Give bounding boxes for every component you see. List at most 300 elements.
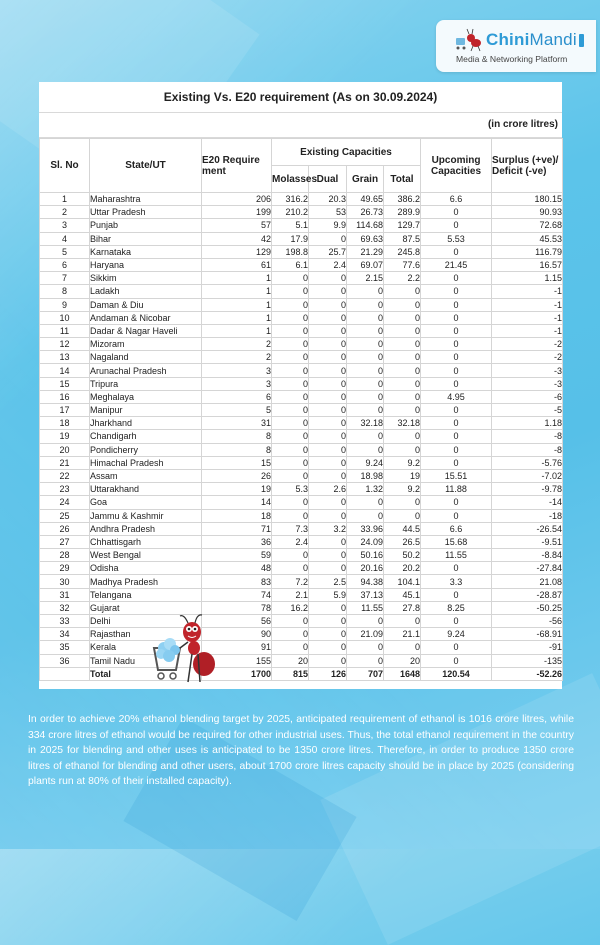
table-row <box>40 443 563 456</box>
cell-surplus-deficit: 180.15 <box>492 193 563 206</box>
cell-sl-no <box>40 667 90 680</box>
cell-sl-no: 31 <box>40 588 90 601</box>
cell-surplus-deficit: -2 <box>492 338 563 351</box>
cell-dual: 0 <box>309 272 347 285</box>
cell-sl-no: 32 <box>40 601 90 614</box>
cell-dual: 126 <box>309 667 347 680</box>
cell-state: Meghalaya <box>90 390 202 403</box>
cell-sl-no: 3 <box>40 219 90 232</box>
cell-e20-requirement: 74 <box>202 588 272 601</box>
cell-total: 0 <box>384 509 421 522</box>
cell-e20-requirement: 1 <box>202 285 272 298</box>
cell-total: 0 <box>384 496 421 509</box>
cell-upcoming: 6.6 <box>421 522 492 535</box>
cell-grain: 0 <box>347 311 384 324</box>
cell-total: 45.1 <box>384 588 421 601</box>
cell-total: 19 <box>384 469 421 482</box>
cell-total: 0 <box>384 404 421 417</box>
cell-surplus-deficit: -5.76 <box>492 456 563 469</box>
cell-grain: 69.63 <box>347 232 384 245</box>
table-title: Existing Vs. E20 requirement (As on 30.09.2024) <box>39 82 562 113</box>
cell-sl-no: 11 <box>40 324 90 337</box>
cell-molasses: 0 <box>272 562 309 575</box>
cell-grain: 0 <box>347 430 384 443</box>
cell-e20-requirement: 61 <box>202 258 272 271</box>
cell-dual: 2.6 <box>309 483 347 496</box>
cell-state: Andaman & Nicobar <box>90 311 202 324</box>
cell-molasses: 17.9 <box>272 232 309 245</box>
brand-logo-card <box>436 20 596 72</box>
cell-surplus-deficit: 90.93 <box>492 206 563 219</box>
ant-mascot-icon <box>150 612 220 686</box>
table-row <box>40 509 563 522</box>
table-row <box>40 404 563 417</box>
cell-total: 0 <box>384 641 421 654</box>
table-row <box>40 496 563 509</box>
cell-surplus-deficit: -7.02 <box>492 469 563 482</box>
cell-dual: 25.7 <box>309 245 347 258</box>
cell-e20-requirement: 8 <box>202 443 272 456</box>
cell-molasses: 815 <box>272 667 309 680</box>
cell-upcoming: 0 <box>421 338 492 351</box>
header-dual: Dual <box>309 166 347 193</box>
cell-state: Andhra Pradesh <box>90 522 202 535</box>
cell-state: Total <box>90 667 202 680</box>
cell-state: Punjab <box>90 219 202 232</box>
table-row <box>40 206 563 219</box>
cell-grain: 94.38 <box>347 575 384 588</box>
cell-total: 20.2 <box>384 562 421 575</box>
cell-sl-no: 2 <box>40 206 90 219</box>
cell-state: Arunachal Pradesh <box>90 364 202 377</box>
cell-state: Pondicherry <box>90 443 202 456</box>
cell-molasses: 7.2 <box>272 575 309 588</box>
brand-tag-mark <box>579 34 584 47</box>
cell-surplus-deficit: -1 <box>492 298 563 311</box>
cell-e20-requirement: 83 <box>202 575 272 588</box>
cell-molasses: 0 <box>272 615 309 628</box>
cell-molasses: 5.1 <box>272 219 309 232</box>
cell-grain: 11.55 <box>347 601 384 614</box>
cell-total: 129.7 <box>384 219 421 232</box>
table-row <box>40 456 563 469</box>
cell-e20-requirement: 31 <box>202 417 272 430</box>
cell-state: Chandigarh <box>90 430 202 443</box>
cell-molasses: 0 <box>272 469 309 482</box>
table-row <box>40 232 563 245</box>
cell-upcoming: 0 <box>421 311 492 324</box>
cell-state: Nagaland <box>90 351 202 364</box>
cell-dual: 0 <box>309 430 347 443</box>
cell-e20-requirement: 206 <box>202 193 272 206</box>
cell-molasses: 6.1 <box>272 258 309 271</box>
cell-grain: 0 <box>347 615 384 628</box>
cell-dual: 2.4 <box>309 258 347 271</box>
cell-dual: 0 <box>309 469 347 482</box>
cell-dual: 53 <box>309 206 347 219</box>
cell-upcoming: 0 <box>421 509 492 522</box>
cell-total: 44.5 <box>384 522 421 535</box>
cell-surplus-deficit: -14 <box>492 496 563 509</box>
cell-surplus-deficit: -3 <box>492 377 563 390</box>
cell-dual: 0 <box>309 404 347 417</box>
cell-grain: 0 <box>347 509 384 522</box>
cell-sl-no: 4 <box>40 232 90 245</box>
cell-e20-requirement: 8 <box>202 430 272 443</box>
cell-surplus-deficit: 1.15 <box>492 272 563 285</box>
cell-grain: 24.09 <box>347 535 384 548</box>
cell-total: 32.18 <box>384 417 421 430</box>
cell-e20-requirement: 42 <box>202 232 272 245</box>
cell-grain: 9.24 <box>347 456 384 469</box>
cell-sl-no: 23 <box>40 483 90 496</box>
cell-grain: 0 <box>347 496 384 509</box>
cell-sl-no: 36 <box>40 654 90 667</box>
cell-surplus-deficit: 45.53 <box>492 232 563 245</box>
cell-state: Manipur <box>90 404 202 417</box>
cell-total: 0 <box>384 338 421 351</box>
cell-total: 0 <box>384 324 421 337</box>
cell-surplus-deficit: -52.26 <box>492 667 563 680</box>
table-row <box>40 377 563 390</box>
cell-molasses: 0 <box>272 549 309 562</box>
cell-e20-requirement: 71 <box>202 522 272 535</box>
cell-total: 77.6 <box>384 258 421 271</box>
cell-grain: 0 <box>347 351 384 364</box>
cell-total: 0 <box>384 377 421 390</box>
table-row <box>40 601 563 614</box>
cell-total: 0 <box>384 390 421 403</box>
cell-molasses: 20 <box>272 654 309 667</box>
cell-e20-requirement: 90 <box>202 628 272 641</box>
cell-sl-no: 24 <box>40 496 90 509</box>
cell-total: 21.1 <box>384 628 421 641</box>
cell-sl-no: 5 <box>40 245 90 258</box>
cell-upcoming: 15.51 <box>421 469 492 482</box>
cell-grain: 0 <box>347 404 384 417</box>
cell-surplus-deficit: -3 <box>492 364 563 377</box>
table-row <box>40 311 563 324</box>
cell-sl-no: 13 <box>40 351 90 364</box>
header-total: Total <box>384 166 421 193</box>
cell-state: Dadar & Nagar Haveli <box>90 324 202 337</box>
table-row <box>40 483 563 496</box>
cell-molasses: 0 <box>272 443 309 456</box>
table-row <box>40 272 563 285</box>
cell-grain: 50.16 <box>347 549 384 562</box>
cell-e20-requirement: 3 <box>202 364 272 377</box>
cell-surplus-deficit: -9.51 <box>492 535 563 548</box>
cell-upcoming: 0 <box>421 417 492 430</box>
cell-dual: 0 <box>309 509 347 522</box>
cell-upcoming: 0 <box>421 351 492 364</box>
cell-dual: 0 <box>309 351 347 364</box>
cell-e20-requirement: 155 <box>202 654 272 667</box>
cell-upcoming: 0 <box>421 377 492 390</box>
cell-grain: 21.29 <box>347 245 384 258</box>
cell-sl-no: 14 <box>40 364 90 377</box>
cell-surplus-deficit: -28.87 <box>492 588 563 601</box>
cell-grain: 69.07 <box>347 258 384 271</box>
table-row <box>40 417 563 430</box>
cell-dual: 0 <box>309 641 347 654</box>
header-sl-no: Sl. No <box>40 139 90 193</box>
cell-molasses: 0 <box>272 430 309 443</box>
cell-upcoming: 0 <box>421 298 492 311</box>
cell-sl-no: 18 <box>40 417 90 430</box>
cell-state: Maharashtra <box>90 193 202 206</box>
cell-sl-no: 27 <box>40 535 90 548</box>
cell-molasses: 0 <box>272 377 309 390</box>
table-row <box>40 430 563 443</box>
footer-paragraph: In order to achieve 20% ethanol blending target by 2025, anticipated requirement of ethanol is 1016 crore litres, while 334 crore litres of ethanol would be required for other industrial uses. Thus, the total ethanol requirement in the country in 2025 for blending and other uses is anticipated to be 1350 crore litres. Therefore, in order to produce 1350 crore litres of ethanol for blending and other users, about 1700 crore litres capacity should be in place by 2025 (considering plants run at 80% of their installed capacity). <box>28 714 574 788</box>
cell-upcoming: 5.53 <box>421 232 492 245</box>
cell-grain: 0 <box>347 324 384 337</box>
cell-surplus-deficit: -27.84 <box>492 562 563 575</box>
cell-total: 0 <box>384 443 421 456</box>
cell-state: Daman & Diu <box>90 298 202 311</box>
table-row <box>40 615 563 628</box>
cell-e20-requirement: 59 <box>202 549 272 562</box>
cell-sl-no: 22 <box>40 469 90 482</box>
cell-e20-requirement: 1 <box>202 298 272 311</box>
cell-dual: 0 <box>309 535 347 548</box>
cell-e20-requirement: 1 <box>202 324 272 337</box>
cell-upcoming: 6.6 <box>421 193 492 206</box>
cell-state: Mizoram <box>90 338 202 351</box>
cell-sl-no: 30 <box>40 575 90 588</box>
table-row <box>40 285 563 298</box>
cell-total: 0 <box>384 615 421 628</box>
cell-upcoming: 0 <box>421 615 492 628</box>
cell-state: Sikkim <box>90 272 202 285</box>
cell-total: 20 <box>384 654 421 667</box>
table-row <box>40 258 563 271</box>
cell-state: Kerala <box>90 641 202 654</box>
cell-total: 50.2 <box>384 549 421 562</box>
table-row <box>40 522 563 535</box>
cell-molasses: 198.8 <box>272 245 309 258</box>
cell-e20-requirement: 15 <box>202 456 272 469</box>
cell-total: 2.2 <box>384 272 421 285</box>
cell-surplus-deficit: -18 <box>492 509 563 522</box>
cell-dual: 0 <box>309 443 347 456</box>
cell-sl-no: 17 <box>40 404 90 417</box>
cell-upcoming: 0 <box>421 654 492 667</box>
cell-upcoming: 0 <box>421 456 492 469</box>
cell-sl-no: 19 <box>40 430 90 443</box>
cell-total: 0 <box>384 430 421 443</box>
cell-e20-requirement: 129 <box>202 245 272 258</box>
cell-dual: 3.2 <box>309 522 347 535</box>
cell-sl-no: 8 <box>40 285 90 298</box>
cell-e20-requirement: 19 <box>202 483 272 496</box>
cell-dual: 0 <box>309 628 347 641</box>
cell-dual: 0 <box>309 456 347 469</box>
cell-molasses: 0 <box>272 496 309 509</box>
cell-upcoming: 0 <box>421 588 492 601</box>
table-row <box>40 364 563 377</box>
cell-dual: 0 <box>309 417 347 430</box>
cell-dual: 9.9 <box>309 219 347 232</box>
cell-total: 87.5 <box>384 232 421 245</box>
cell-e20-requirement: 5 <box>202 404 272 417</box>
cell-surplus-deficit: -1 <box>492 324 563 337</box>
cell-grain: 32.18 <box>347 417 384 430</box>
cell-dual: 0 <box>309 311 347 324</box>
table-row <box>40 469 563 482</box>
cell-upcoming: 0 <box>421 324 492 337</box>
cell-upcoming: 120.54 <box>421 667 492 680</box>
cell-state: Uttar Pradesh <box>90 206 202 219</box>
header-molasses: Molasses <box>272 166 309 193</box>
header-upcoming-capacities: Upcoming Capacities <box>421 139 492 193</box>
cell-sl-no: 1 <box>40 193 90 206</box>
cell-grain: 26.73 <box>347 206 384 219</box>
cell-dual: 0 <box>309 654 347 667</box>
cell-state: West Bengal <box>90 549 202 562</box>
cell-surplus-deficit: -5 <box>492 404 563 417</box>
cell-grain: 21.09 <box>347 628 384 641</box>
header-state: State/UT <box>90 139 202 193</box>
cell-molasses: 0 <box>272 285 309 298</box>
cell-state: Madhya Pradesh <box>90 575 202 588</box>
cell-e20-requirement: 56 <box>202 615 272 628</box>
cell-e20-requirement: 1700 <box>202 667 272 680</box>
cell-surplus-deficit: 1.18 <box>492 417 563 430</box>
cell-surplus-deficit: -8 <box>492 443 563 456</box>
cell-total: 9.2 <box>384 456 421 469</box>
cell-upcoming: 3.3 <box>421 575 492 588</box>
cell-dual: 0 <box>309 562 347 575</box>
cell-dual: 2.5 <box>309 575 347 588</box>
cell-total: 26.5 <box>384 535 421 548</box>
cell-upcoming: 0 <box>421 562 492 575</box>
table-row <box>40 390 563 403</box>
table-row <box>40 193 563 206</box>
cell-molasses: 0 <box>272 311 309 324</box>
cell-e20-requirement: 14 <box>202 496 272 509</box>
cell-surplus-deficit: -56 <box>492 615 563 628</box>
cell-upcoming: 0 <box>421 496 492 509</box>
header-surplus-deficit: Surplus (+ve)/ Deficit (-ve) <box>492 139 563 193</box>
cell-molasses: 2.1 <box>272 588 309 601</box>
cell-upcoming: 4.95 <box>421 390 492 403</box>
cell-dual: 0 <box>309 338 347 351</box>
ant-cart-logo-icon <box>454 28 484 52</box>
table-row <box>40 245 563 258</box>
cell-e20-requirement: 199 <box>202 206 272 219</box>
cell-molasses: 0 <box>272 628 309 641</box>
cell-molasses: 16.2 <box>272 601 309 614</box>
cell-e20-requirement: 48 <box>202 562 272 575</box>
cell-sl-no: 15 <box>40 377 90 390</box>
table-row <box>40 535 563 548</box>
cell-upcoming: 0 <box>421 430 492 443</box>
cell-e20-requirement: 36 <box>202 535 272 548</box>
table-row <box>40 575 563 588</box>
cell-dual: 0 <box>309 377 347 390</box>
cell-molasses: 0 <box>272 351 309 364</box>
cell-surplus-deficit: 72.68 <box>492 219 563 232</box>
table-row <box>40 298 563 311</box>
cell-state: Karnataka <box>90 245 202 258</box>
cell-sl-no: 20 <box>40 443 90 456</box>
cell-total: 0 <box>384 364 421 377</box>
cell-molasses: 0 <box>272 404 309 417</box>
cell-surplus-deficit: 116.79 <box>492 245 563 258</box>
cell-grain: 33.96 <box>347 522 384 535</box>
cell-dual: 20.3 <box>309 193 347 206</box>
cell-molasses: 316.2 <box>272 193 309 206</box>
cell-upcoming: 0 <box>421 245 492 258</box>
cell-upcoming: 11.88 <box>421 483 492 496</box>
cell-grain: 2.15 <box>347 272 384 285</box>
cell-state: Odisha <box>90 562 202 575</box>
cell-state: Gujarat <box>90 601 202 614</box>
cell-sl-no: 33 <box>40 615 90 628</box>
cell-surplus-deficit: -91 <box>492 641 563 654</box>
cell-surplus-deficit: -26.54 <box>492 522 563 535</box>
cell-dual: 0 <box>309 390 347 403</box>
cell-dual: 0 <box>309 364 347 377</box>
cell-grain: 0 <box>347 390 384 403</box>
cell-state: Jammu & Kashmir <box>90 509 202 522</box>
cell-sl-no: 35 <box>40 641 90 654</box>
requirement-table-card <box>39 82 562 689</box>
cell-grain: 37.13 <box>347 588 384 601</box>
cell-total: 0 <box>384 285 421 298</box>
brand-name: ChiniMandi <box>486 30 577 49</box>
cell-state: Tripura <box>90 377 202 390</box>
cell-e20-requirement: 26 <box>202 469 272 482</box>
cell-molasses: 7.3 <box>272 522 309 535</box>
cell-surplus-deficit: -8 <box>492 430 563 443</box>
table-row <box>40 549 563 562</box>
cell-state: Ladakh <box>90 285 202 298</box>
cell-surplus-deficit: 16.57 <box>492 258 563 271</box>
cell-grain: 114.68 <box>347 219 384 232</box>
cell-surplus-deficit: -135 <box>492 654 563 667</box>
cell-state: Goa <box>90 496 202 509</box>
table-total-row <box>40 667 563 680</box>
cell-upcoming: 0 <box>421 285 492 298</box>
table-row <box>40 641 563 654</box>
cell-grain: 0 <box>347 443 384 456</box>
table-row <box>40 219 563 232</box>
cell-molasses: 0 <box>272 509 309 522</box>
cell-total: 289.9 <box>384 206 421 219</box>
header-existing-capacities: Existing Capacities <box>272 139 421 166</box>
header-e20-requirement: E20 Require ment <box>202 139 272 193</box>
table-row <box>40 351 563 364</box>
cell-dual: 0 <box>309 601 347 614</box>
cell-sl-no: 25 <box>40 509 90 522</box>
cell-total: 0 <box>384 311 421 324</box>
cell-molasses: 0 <box>272 338 309 351</box>
cell-upcoming: 0 <box>421 206 492 219</box>
cell-sl-no: 6 <box>40 258 90 271</box>
cell-upcoming: 21.45 <box>421 258 492 271</box>
table-row <box>40 562 563 575</box>
cell-molasses: 0 <box>272 641 309 654</box>
cell-total: 386.2 <box>384 193 421 206</box>
cell-state: Delhi <box>90 615 202 628</box>
cell-state: Rajasthan <box>90 628 202 641</box>
cell-grain: 707 <box>347 667 384 680</box>
cell-state: Telangana <box>90 588 202 601</box>
cell-sl-no: 26 <box>40 522 90 535</box>
